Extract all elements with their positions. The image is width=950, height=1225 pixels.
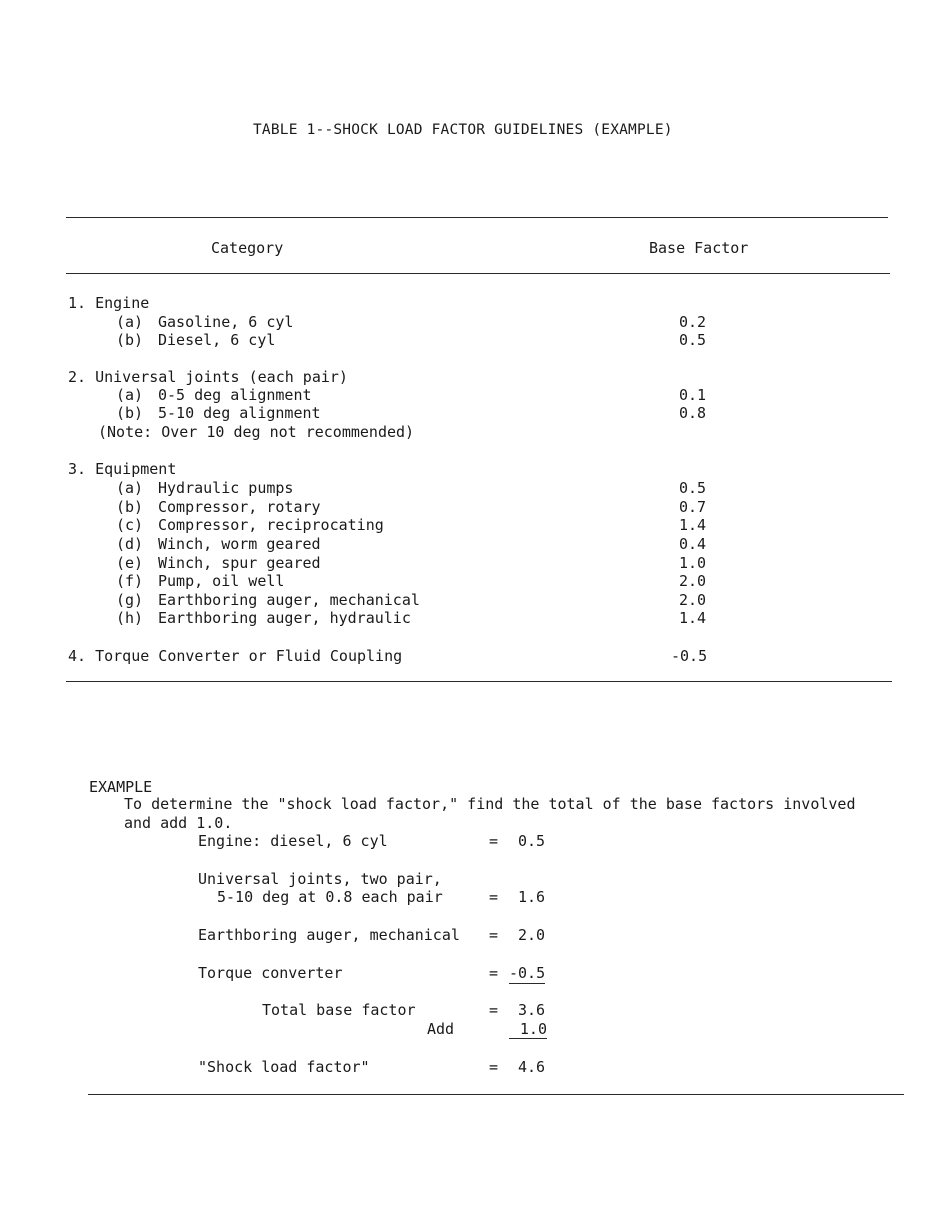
table-bottom-rule [66, 681, 892, 682]
item-text: Winch, spur geared [158, 554, 321, 572]
item-text: Earthboring auger, hydraulic [158, 609, 411, 627]
example-bottom-rule [88, 1094, 904, 1095]
item-letter: (a) [116, 479, 144, 497]
page-title: TABLE 1--SHOCK LOAD FACTOR GUIDELINES (EXAMPLE) [253, 122, 673, 138]
example-equals: = [489, 832, 499, 850]
item-value: 0.1 [679, 386, 707, 404]
column-header-category: Category [211, 239, 284, 257]
example-add-label: Add [427, 1020, 455, 1038]
example-row-label: Engine: diesel, 6 cyl [198, 832, 388, 850]
example-add-value [509, 1020, 547, 1039]
section-universal-joints: 2. Universal joints (each pair) [68, 368, 348, 386]
example-row-label: Earthboring auger, mechanical [198, 926, 460, 944]
example-row-value: 1.6 [518, 888, 546, 906]
item-text: Earthboring auger, mechanical [158, 591, 420, 609]
example-row-label: Universal joints, two pair, [198, 870, 442, 888]
item-value: 0.4 [679, 535, 707, 553]
item-letter: (a) [116, 313, 144, 331]
item-letter: (c) [116, 516, 144, 534]
example-intro-line1: To determine the "shock load factor," find the total of the base factors involved [124, 795, 856, 813]
item-text: 5-10 deg alignment [158, 404, 321, 422]
example-total-label: Total base factor [262, 1001, 416, 1019]
example-intro-line2: and add 1.0. [124, 814, 233, 832]
example-row-value: -0.5 [509, 964, 546, 982]
item-letter: (b) [116, 404, 144, 422]
example-equals: = [489, 964, 499, 982]
column-header-base-factor: Base Factor [649, 239, 749, 257]
item-value: -0.5 [671, 647, 708, 665]
section-engine: 1. Engine [68, 294, 150, 312]
section-torque-converter: 4. Torque Converter or Fluid Coupling [68, 647, 403, 665]
item-text: Diesel, 6 cyl [158, 331, 276, 349]
item-letter: (d) [116, 535, 144, 553]
item-text: Compressor, rotary [158, 498, 321, 516]
example-equals: = [489, 1058, 499, 1076]
example-row-label: Torque converter [198, 964, 343, 982]
item-letter: (f) [116, 572, 144, 590]
item-letter: (b) [116, 331, 144, 349]
item-letter: (a) [116, 386, 144, 404]
item-value: 1.4 [679, 609, 707, 627]
example-equals: = [489, 1001, 499, 1019]
example-row-value: 0.5 [518, 832, 546, 850]
example-add-value-text: 1.0 [509, 1020, 547, 1039]
example-heading: EXAMPLE [89, 778, 153, 796]
example-row-label: 5-10 deg at 0.8 each pair [217, 888, 443, 906]
item-text: Hydraulic pumps [158, 479, 294, 497]
item-text: 0-5 deg alignment [158, 386, 312, 404]
section-note: (Note: Over 10 deg not recommended) [98, 423, 415, 441]
item-text: Compressor, reciprocating [158, 516, 384, 534]
item-value: 1.0 [679, 554, 707, 572]
item-value: 1.4 [679, 516, 707, 534]
item-letter: (h) [116, 609, 144, 627]
item-letter: (g) [116, 591, 144, 609]
example-result-label: "Shock load factor" [198, 1058, 370, 1076]
item-value: 2.0 [679, 591, 707, 609]
item-value: 0.5 [679, 479, 707, 497]
item-text: Winch, worm geared [158, 535, 321, 553]
example-row-value: 2.0 [518, 926, 546, 944]
example-equals: = [489, 888, 499, 906]
item-value: 0.7 [679, 498, 707, 516]
section-equipment: 3. Equipment [68, 460, 177, 478]
table-header-rule [66, 273, 890, 274]
item-text: Gasoline, 6 cyl [158, 313, 294, 331]
item-value: 0.2 [679, 313, 707, 331]
table-top-rule [66, 217, 888, 218]
item-letter: (e) [116, 554, 144, 572]
item-letter: (b) [116, 498, 144, 516]
item-value: 2.0 [679, 572, 707, 590]
example-result-value: 4.6 [518, 1058, 546, 1076]
item-value: 0.5 [679, 331, 707, 349]
item-value: 0.8 [679, 404, 707, 422]
example-equals: = [489, 926, 499, 944]
item-text: Pump, oil well [158, 572, 285, 590]
example-total-value: 3.6 [518, 1001, 546, 1019]
